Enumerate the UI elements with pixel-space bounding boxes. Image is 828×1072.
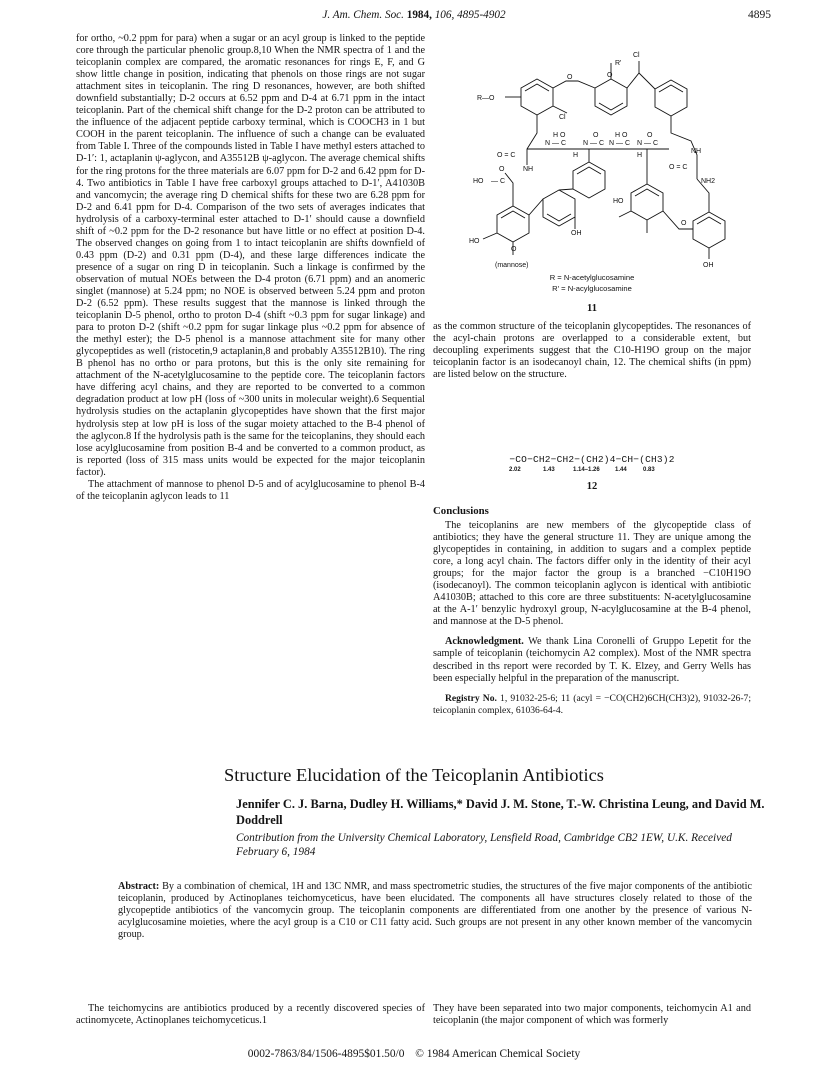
- chain-shift-2: 1.43: [543, 467, 555, 473]
- svg-text:NH: NH: [523, 166, 534, 173]
- svg-text:N — C: N — C: [609, 140, 630, 147]
- abstract: [118, 881, 752, 941]
- compound-12-label: 12: [586, 481, 598, 492]
- ho-left-label: HO: [473, 178, 484, 185]
- nh-label: NH: [691, 148, 702, 155]
- journal-year: 1984,: [406, 9, 432, 21]
- svg-text:O: O: [567, 74, 573, 81]
- svg-text:O = C: O = C: [497, 152, 516, 159]
- svg-text:H O: H O: [615, 132, 628, 139]
- mannose-label: (mannose): [495, 262, 529, 269]
- svg-text:N — C: N — C: [545, 140, 566, 147]
- left-paragraph-2: The attachment of mannose to phenol D-5 and of acylglucosamine to phenol B-4 of the teicoplanin aglycon leads to 11: [76, 478, 425, 502]
- svg-text:N — C: N — C: [583, 140, 604, 147]
- left-paragraph-1: for ortho, ~0.2 ppm for para) when a sugar or an acyl group is linked to the peptide core through the particular phenolic group.8,10 When the NMR spectra of 1 and the teicoplanin complex are compared, the aromatic resonances for rings E, F, and G show little change in position, indicating that phenols on those rings are not sugar attachment sites in teicoplanin. The ring D resonances, however, are both shifted downfield substantially; D-2 occurs at 6.52 ppm and D-4 at 6.71 ppm in the intact teicoplanin. Part of the chemical shift change for the D-2 proton can be attributed to the influence of the adjacent peptide carboxy terminal, which is COOCH3 in 1 but COOH in the parent teicoplanin. The influence of such a change can be evaluated from Table I. Three of the compounds listed in Table I have methyl esters attached to D-1′: 1, actaplanin ψ-aglycon, and A35512B ψ-aglycon. The average chemical shifts for the ring protons for the three materials are 6.07 ppm for D-2 and 6.42 ppm for D-4. Two antibiotics in Table I have free carboxyl groups attached to D-1′, A41030B and vancomycin; the average ring D chemical shifts for these two are 6.28 ppm for D-2 and 6.41 ppm for D-4. Comparison of the two sets of averages indicates that hydrolysis of a carboxy-terminal ester attached to D-1′ should cause a downfield shift of ~0.2 ppm for the D-2 resonance but have little or no effect at position D-4. The observed changes on going from 1 to intact teicoplanin are shifts downfield of 0.43 ppm (D-2) and 0.31 ppm (D-4), and these large differences indicate the presence of a sugar on ring D in teicoplanin. Such a linkage is confirmed by the observation of mutual NOEs between the D-4 proton (6.71 ppm) and an anomeric singlet (mannose) at 5.24 ppm; no NOE is observed between 5.24 ppm and proton D-2 (6.52 ppm). These results suggest that the mannose is linked through the teicoplanin D-5 phenol, ortho to proton D-4 (shift ~0.3 ppm for sugar linkage) and para to proton D-2 (shift ~0.2 ppm for sugar linkage plus ~0.2 ppm for absence of the methyl ester); the D-5 phenol is a mannose attachment site for many other glycopeptides as well (ristocetin,9 actaplanin,8 and probably A35512B10). The ring B phenol has no ortho or para protons, but this is the only site remaining for attachment of the N-acetylglucosamine to the peptide core. The teicoplanin factors have differing acyl chains, and they are reported to be converted to a common degradation product at low pH (loss of ~300 units in molecular weight).6 Sequential hydrolysis studies on the actaplanin glycopeptides have shown that the first major hydrolysis step at low pH is loss of the sugar moiety attached to the B-4 phenol of the aglycon.8 If the hydrolysis path is the same for the teicoplanins, they should each lose acylglucosamine from position B-4 and be converted to a common product, as is reported (loss of 315 mass units would be expected for the major teicoplanin factor).: [76, 33, 425, 478]
- svg-text:O: O: [593, 132, 599, 139]
- cl-label-top: Cl: [633, 52, 640, 59]
- acknowledgment-label: Acknowledgment.: [445, 636, 524, 648]
- right-column-upper: [433, 321, 751, 381]
- conclusions-heading: Conclusions: [433, 505, 489, 517]
- chain-shift-5: 0.83: [643, 467, 655, 473]
- svg-text:O: O: [511, 246, 517, 253]
- r-prime-definition: R′ = N-acylglucosamine: [552, 284, 632, 293]
- right-column-lower: [433, 520, 751, 717]
- r-prime-label: R': [615, 60, 622, 67]
- r-group-label: R—O: [477, 95, 495, 102]
- chain-shift-3: 1.14–1.26: [573, 467, 600, 473]
- chain-shift-1: 2.02: [509, 467, 521, 473]
- intro-left: [76, 1003, 425, 1027]
- r-definition: R = N-acetylglucosamine: [549, 273, 635, 282]
- page-number: 4895: [748, 9, 771, 21]
- running-header: [0, 9, 828, 21]
- registry-paragraph: [433, 693, 751, 717]
- journal-pages: 4895-4902: [457, 9, 506, 21]
- journal-volume: 106,: [434, 9, 455, 21]
- abstract-label: Abstract:: [118, 881, 160, 892]
- ho-mid-label: HO: [613, 198, 624, 205]
- abstract-text: By a combination of chemical, 1H and 13C NMR, and mass spectrometric studies, the structures of the five major components of the antibiotic teicoplanin, produced by Actinoplanes teichomyceticus, have been elucidated. The components all have structures closely related to those of the glycopeptide antibiotics of the vancomycin group. The teicoplanin components are differentiated from one another by the presence of various N-acylglucosamine moieties, where the acyl group is a C10 or C11 fatty acid. Such groups are not present in any other known member of the vancomycin group.: [118, 881, 752, 940]
- svg-text:O: O: [499, 166, 505, 173]
- article-title: Structure Elucidation of the Teicoplanin Antibiotics: [224, 765, 604, 785]
- oh-right-label: OH: [703, 262, 714, 269]
- registry-label: Registry No.: [445, 692, 497, 704]
- intro-left-text: The teichomycins are antibiotics produced by a recently discovered species of actinomycete, Actinoplanes teichomyceticus.1: [76, 1003, 425, 1027]
- cl-label-mid: Cl: [559, 114, 566, 121]
- footer-code: 0002-7863/84/1506-4895$01.50/0: [247, 1048, 405, 1060]
- registry-text: 1, 91032-25-6; 11 (acyl = −CO(CH2)6CH(CH3)2), 91032-26-7; teicoplanin complex, 61036-64-4.: [433, 692, 751, 716]
- chain-shift-4: 1.44: [615, 467, 627, 473]
- svg-text:O: O: [681, 220, 687, 227]
- footer-copyright: © 1984 American Chemical Society: [415, 1048, 581, 1060]
- left-column: [76, 33, 425, 503]
- page-footer: [0, 1048, 828, 1060]
- conclusions-paragraph: The teicoplanins are new members of the glycopeptide class of antibiotics; they have the general structure 11. They are unique among the glycopeptides in containing, in addition to sugars and a complex peptide core, a long acyl chain. The factors differ only in the identity of their acyl groups; for the major factor the group is a branched −C10H19O (isodecanoyl). The common teicoplanin aglycon is identical with antibiotic A41030B; attached to this core are three substituents: N-acetylglucosamine at the A-1′ benzylic hydroxyl group, N-acylglucosamine at the B-4 phenol, and mannose at the D-5 phenol.: [433, 520, 751, 628]
- structure-11-drawing: [433, 33, 751, 283]
- svg-text:O = C: O = C: [669, 164, 688, 171]
- intro-right: [433, 1003, 751, 1027]
- svg-text:H: H: [637, 152, 643, 159]
- svg-text:H O: H O: [553, 132, 566, 139]
- article-authors: Jennifer C. J. Barna, Dudley H. Williams,* David J. M. Stone, T.-W. Christina Leung, and David M. Doddrell: [236, 797, 765, 827]
- acyl-chain-formula: −CO−CH2−CH2−(CH2)4−CH−(CH3)2: [509, 454, 675, 465]
- svg-text:N — C: N — C: [637, 140, 658, 147]
- svg-text:H: H: [573, 152, 579, 159]
- journal-name: J. Am. Chem. Soc.: [322, 9, 404, 21]
- structure-11-figure: [433, 33, 751, 321]
- ho-bottom-label: HO: [469, 238, 480, 245]
- right-paragraph-1: as the common structure of the teicoplanin glycopeptides. The resonances of the acyl-chain protons are overlapped to a considerable extent, but decoupling experiments suggest that the C10-H19O group on the major teicoplanin factor is an isodecanoyl chain, 12. The chemical shifts (in ppm) are listed below on the structure.: [433, 321, 751, 381]
- svg-text:— C: — C: [491, 178, 505, 185]
- acknowledgment-text: We thank Lina Coronelli of Gruppo Lepetit for the sample of teicoplanin (teichomycin A2 complex). Most of the NMR spectra described in ths report were recorded by T. K. Elzey, and Gerry Wells has been especially helpful in the preparation of the manuscript.: [433, 636, 751, 684]
- nh2-label: NH2: [701, 178, 716, 185]
- article-affiliation: Contribution from the University Chemical Laboratory, Lensfield Road, Cambridge CB2 1EW, U.K. Received February 6, 1984: [236, 832, 732, 858]
- oh-mid-label: OH: [571, 230, 582, 237]
- acknowledgment-paragraph: [433, 636, 751, 684]
- compound-11-label: 11: [587, 303, 597, 314]
- svg-text:O: O: [607, 72, 613, 79]
- intro-right-text: They have been separated into two major components, teichomycin A1 and teicoplanin (the major component of which was formerly: [433, 1003, 751, 1027]
- svg-text:O: O: [647, 132, 653, 139]
